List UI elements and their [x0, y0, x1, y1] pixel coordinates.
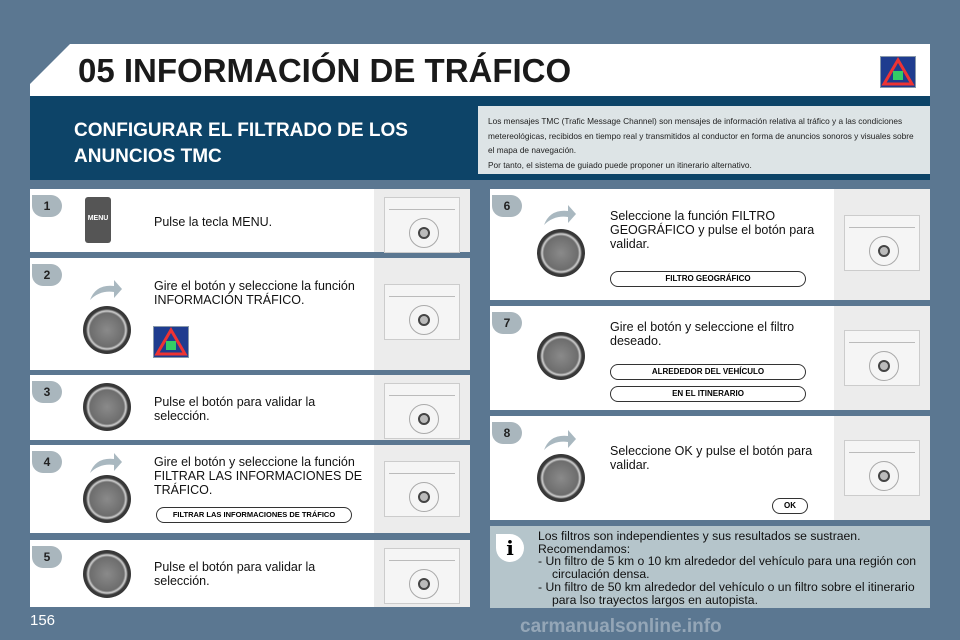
step-number: 2 — [32, 264, 62, 286]
page-title: 05 INFORMACIÓN DE TRÁFICO — [78, 52, 572, 89]
step-4 — [30, 445, 470, 533]
control-panel-image — [374, 189, 470, 252]
traffic-info-icon — [153, 326, 189, 358]
info-note-text — [538, 530, 923, 606]
rotary-knob-icon — [537, 332, 585, 380]
push-knob-icon — [83, 550, 131, 598]
note-line: Recomendamos: — [538, 541, 631, 556]
note-list-item: - Un filtro de 5 km o 10 km alrededor del vehículo para una región con circulación densa. — [538, 554, 917, 582]
step-number: 3 — [32, 381, 62, 403]
step-text: Pulse el botón para validar la selección. — [154, 395, 316, 423]
control-panel-image — [374, 445, 470, 533]
step-text: Gire el botón y seleccione la función FILTRAR LAS INFORMACIONES DE TRÁFICO. — [154, 455, 363, 497]
control-panel-image — [374, 540, 470, 607]
step-text: Pulse el botón para validar la selección. — [154, 560, 316, 588]
rotary-knob-icon — [537, 229, 585, 277]
menu-option-tag: FILTRAR LAS INFORMACIONES DE TRÁFICO — [156, 507, 352, 523]
step-number: 5 — [32, 546, 62, 568]
traffic-info-icon — [880, 56, 916, 88]
page-number: 156 — [30, 612, 56, 629]
menu-key-icon: MENU — [85, 197, 111, 243]
control-panel-image — [834, 189, 930, 300]
step-6 — [490, 189, 930, 300]
step-text: Pulse la tecla MENU. — [154, 215, 273, 229]
step-2 — [30, 258, 470, 370]
note-line: Los filtros son independientes y sus resultados se sustraen. — [538, 529, 861, 543]
menu-option-tag: FILTRO GEOGRÁFICO — [610, 271, 806, 287]
step-number: 4 — [32, 451, 62, 473]
step-number: 8 — [492, 422, 522, 444]
menu-option-tag: OK — [772, 498, 808, 514]
control-panel-image — [834, 306, 930, 410]
rotate-arrow-icon — [542, 428, 578, 452]
rotary-knob-icon — [83, 306, 131, 354]
step-number: 7 — [492, 312, 522, 334]
control-panel-image — [374, 375, 470, 440]
watermark: carmanualsonline.info — [520, 616, 722, 637]
step-number: 6 — [492, 195, 522, 217]
control-panel-image — [834, 416, 930, 520]
step-text: Gire el botón y seleccione la función INFORMACIÓN TRÁFICO. — [154, 279, 355, 307]
intro-text: Por tanto, el sistema de guiado puede proponer un itinerario alternativo. — [488, 159, 752, 170]
info-icon: i — [496, 534, 524, 562]
push-knob-icon — [83, 383, 131, 431]
step-number: 1 — [32, 195, 62, 217]
step-8 — [490, 416, 930, 520]
step-text: Seleccione la función FILTRO GEOGRÁFICO y pulse el botón para validar. — [610, 209, 815, 251]
step-text: Gire el botón y seleccione el filtro deseado. — [610, 320, 795, 348]
step-3 — [30, 375, 470, 440]
rotate-arrow-icon — [542, 203, 578, 227]
intro-text: Los mensajes TMC (Trafic Message Channel) son mensajes de información relativa al tráfico y a las condiciones metereológicas, recibidos en tiempo real y transmitidos al conductor en forma de anuncios sonoros y visuales sobre el mapa de navegación. — [488, 116, 914, 155]
step-text: Seleccione OK y pulse el botón para validar. — [610, 444, 813, 472]
section-title: CONFIGURAR EL FILTRADO DE LOS ANUNCIOS TMC — [74, 120, 408, 167]
rotary-knob-icon — [537, 454, 585, 502]
menu-option-tag: EN EL ITINERARIO — [610, 386, 806, 402]
menu-option-tag: ALREDEDOR DEL VEHÍCULO — [610, 364, 806, 380]
step-7 — [490, 306, 930, 410]
step-1 — [30, 189, 470, 252]
rotary-knob-icon — [83, 475, 131, 523]
step-5 — [30, 540, 470, 607]
control-panel-image — [374, 258, 470, 370]
intro-box — [478, 106, 930, 174]
rotate-arrow-icon — [88, 451, 124, 475]
rotate-arrow-icon — [88, 278, 124, 302]
note-list-item: - Un filtro de 50 km alrededor del vehículo o un filtro sobre el itinerario para lso trayectos largos en autopista. — [538, 579, 915, 607]
